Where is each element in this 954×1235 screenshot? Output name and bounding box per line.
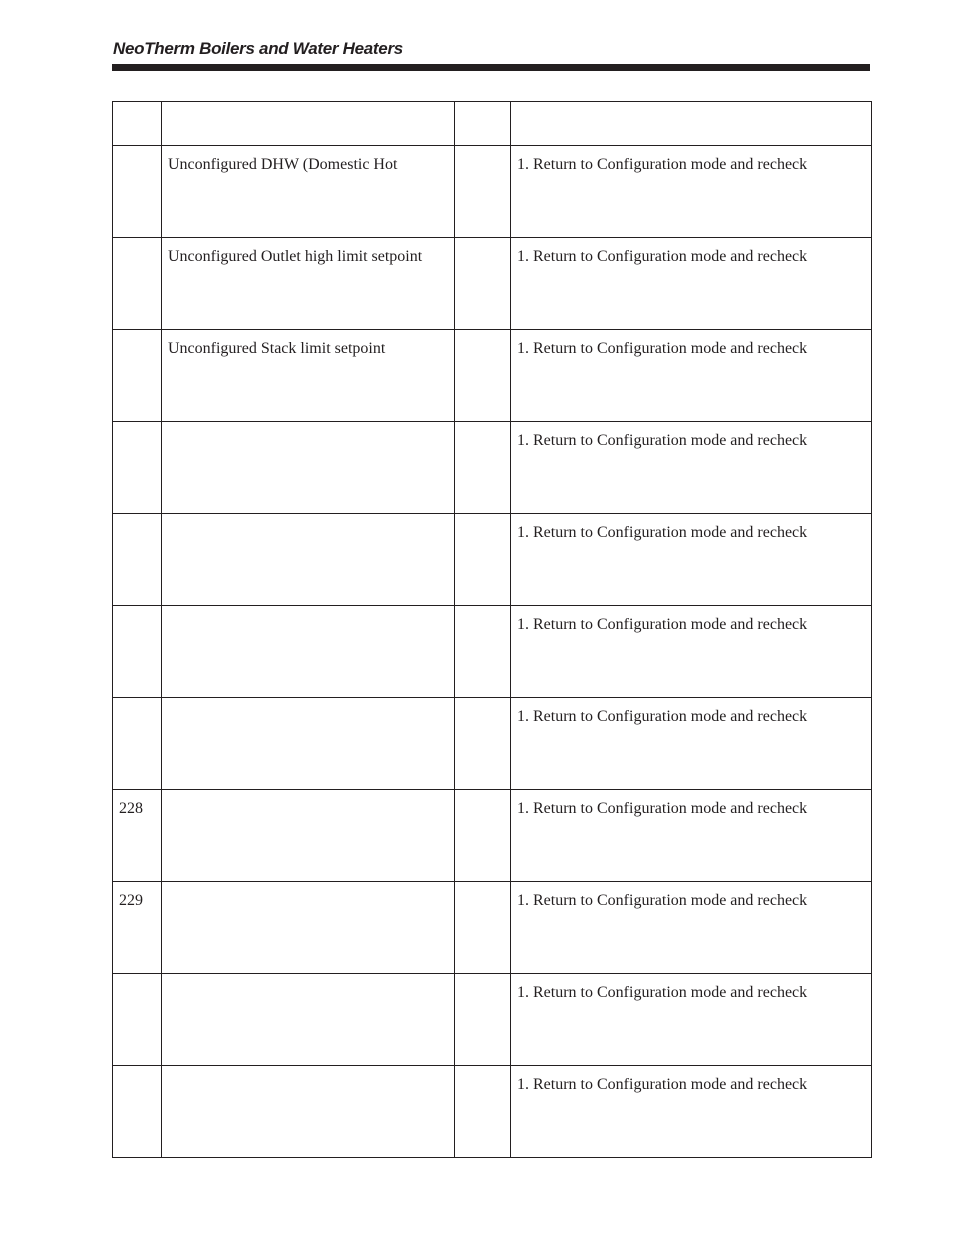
fault-code-cell (113, 1066, 162, 1158)
note-cell (455, 330, 511, 422)
header-rule (112, 64, 870, 71)
note-cell (455, 698, 511, 790)
description-cell: Unconfigured Outlet high limit setpoint (162, 238, 455, 330)
column-header-note (455, 102, 511, 146)
note-cell (455, 146, 511, 238)
fault-code-cell (113, 330, 162, 422)
table-row (113, 514, 872, 606)
fault-code-cell (113, 974, 162, 1066)
table-header-row (113, 102, 872, 146)
action-cell: 1. Return to Configuration mode and recheck (511, 698, 872, 790)
action-cell: 1. Return to Configuration mode and recheck (511, 974, 872, 1066)
note-cell (455, 1066, 511, 1158)
description-cell (162, 422, 455, 514)
table-row (113, 330, 872, 422)
action-cell: 1. Return to Configuration mode and recheck (511, 238, 872, 330)
fault-code-cell (113, 422, 162, 514)
description-cell (162, 882, 455, 974)
fault-code-table (112, 101, 872, 1158)
note-cell (455, 606, 511, 698)
action-cell: 1. Return to Configuration mode and recheck (511, 790, 872, 882)
column-header-action (511, 102, 872, 146)
table-row (113, 422, 872, 514)
note-cell (455, 422, 511, 514)
description-cell (162, 698, 455, 790)
fault-code-cell (113, 514, 162, 606)
action-cell: 1. Return to Configuration mode and recheck (511, 514, 872, 606)
fault-code-cell (113, 146, 162, 238)
fault-code-cell: 228 (113, 790, 162, 882)
description-cell (162, 790, 455, 882)
note-cell (455, 790, 511, 882)
note-cell (455, 974, 511, 1066)
page-header-title: NeoTherm Boilers and Water Heaters (113, 39, 403, 58)
column-header-description (162, 102, 455, 146)
description-cell (162, 974, 455, 1066)
fault-code-cell: 229 (113, 882, 162, 974)
description-cell: Unconfigured DHW (Domestic Hot (162, 146, 455, 238)
table-row (113, 238, 872, 330)
action-cell: 1. Return to Configuration mode and recheck (511, 606, 872, 698)
fault-code-cell (113, 238, 162, 330)
table-row (113, 790, 872, 882)
column-header-code (113, 102, 162, 146)
note-cell (455, 238, 511, 330)
note-cell (455, 882, 511, 974)
action-cell: 1. Return to Configuration mode and recheck (511, 1066, 872, 1158)
description-cell (162, 1066, 455, 1158)
description-cell: Unconfigured Stack limit setpoint (162, 330, 455, 422)
table-row (113, 974, 872, 1066)
description-cell (162, 606, 455, 698)
fault-code-cell (113, 698, 162, 790)
fault-code-cell (113, 606, 162, 698)
action-cell: 1. Return to Configuration mode and recheck (511, 330, 872, 422)
note-cell (455, 514, 511, 606)
table-row (113, 698, 872, 790)
action-cell: 1. Return to Configuration mode and recheck (511, 422, 872, 514)
table-row (113, 606, 872, 698)
description-cell (162, 514, 455, 606)
table-row (113, 882, 872, 974)
action-cell: 1. Return to Configuration mode and recheck (511, 146, 872, 238)
action-cell: 1. Return to Configuration mode and recheck (511, 882, 872, 974)
table-row (113, 146, 872, 238)
table-row (113, 1066, 872, 1158)
